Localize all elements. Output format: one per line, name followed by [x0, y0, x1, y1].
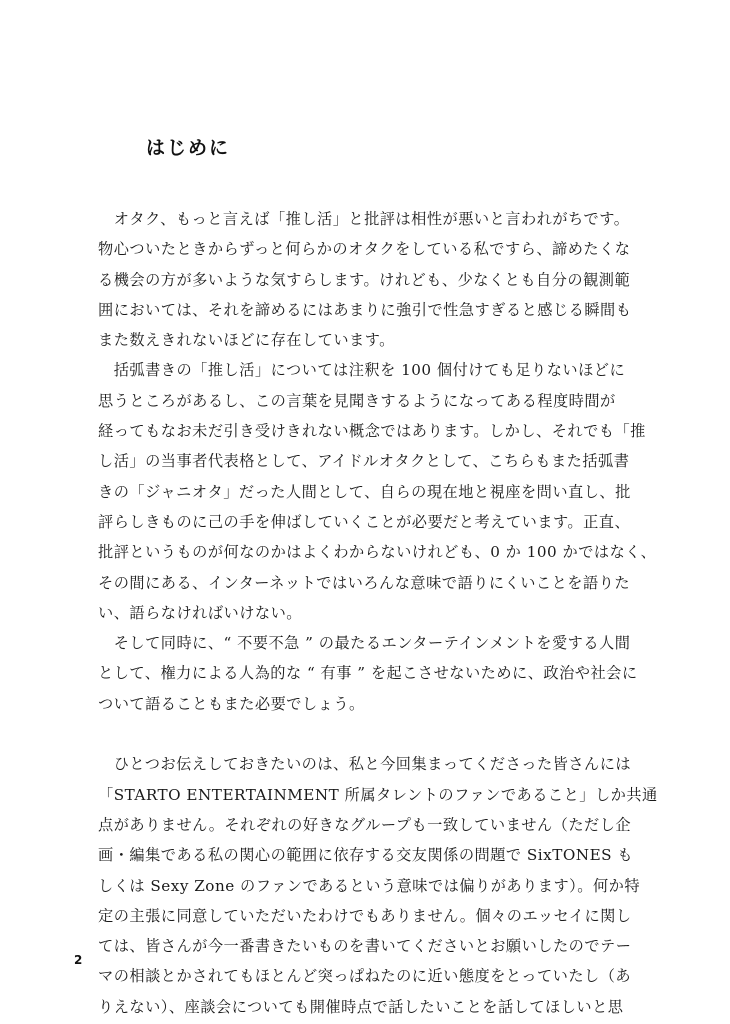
text-line: 経ってもなお未だ引き受けきれない概念ではあります。しかし、それでも「推 [98, 422, 646, 441]
text-line: しくは Sexy Zone のファンであるという意味では偏りがあります）。何か特 [98, 876, 641, 895]
text-line: 囲においては、それを諦めるにはあまりに強引で性急すぎると感じる瞬間も [98, 300, 632, 319]
text-line: 定の主張に同意していただいたわけでもありません。個々のエッセイに関し [98, 906, 632, 925]
text-line: し活」の当事者代表格として、アイドルオタクとして、こちらもまた括弧書 [98, 452, 630, 471]
text-line: りえない）、座談会についても開催時点で話したいことを話してほしいと思 [98, 997, 624, 1016]
text-line: そして同時に、“ 不要不急 ” の最たるエンターテインメントを愛する人間 [98, 634, 631, 653]
text-line: 思うところがあるし、この言葉を見聞きするようになってある程度時間が [98, 391, 616, 410]
paragraph-gap [98, 719, 638, 749]
text-line: また数えきれないほどに存在しています。 [98, 331, 395, 350]
body-text [98, 204, 658, 1022]
text-line: 物心ついたときからずっと何らかのオタクをしている私ですら、諦めたくな [98, 240, 631, 259]
text-line: る機会の方が多いような気すらします。けれども、少なくとも自分の観測範 [98, 270, 631, 289]
section-heading: はじめに [146, 137, 231, 159]
text-line: 画・編集である私の関心の範囲に依存する交友関係の問題で SixTONES も [98, 846, 634, 865]
text-line: その間にある、インターネットではいろんな意味で語りにくいことを語りた [98, 573, 631, 592]
text-line: 点がありません。それぞれの好きなグループも一致していません（ただし企 [98, 815, 632, 834]
text-line: ついて語ることもまた必要でしょう。 [98, 694, 365, 713]
text-line: 評らしきものに己の手を伸ばしていくことが必要だと考えています。正直、 [98, 512, 631, 531]
text-line: きの「ジャニオタ」だった人間として、自らの現在地と視座を問い直し、批 [98, 482, 631, 501]
text-line: マの相談とかされてもほとんど突っぱねたのに近い態度をとっていたし（あ [98, 967, 632, 986]
text-line: 「STARTO ENTERTAINMENT 所属タレントのファンであること」しか共通 [98, 785, 658, 804]
text-line: ては、皆さんが今一番書きたいものを書いてくださいとお願いしたのでテー [98, 937, 632, 956]
text-line: 批評というものが何なのかはよくわからないけれども、0 か 100 かではなく、 [98, 543, 657, 562]
text-line: い、語らなければいけない。 [98, 603, 302, 622]
text-line: オタク、もっと言えば「推し活」と批評は相性が悪いと言われがちです。 [98, 210, 630, 228]
text-line: 括弧書きの「推し活」については注釈を 100 個付けても足りないほどに [98, 361, 626, 380]
text-line: ひとつお伝えしておきたいのは、私と今回集まってくださった皆さんには [98, 755, 632, 774]
text-line: として、権力による人為的な “ 有事 ” を起こさせないために、政治や社会に [98, 664, 638, 683]
page-number: 2 [74, 953, 83, 967]
